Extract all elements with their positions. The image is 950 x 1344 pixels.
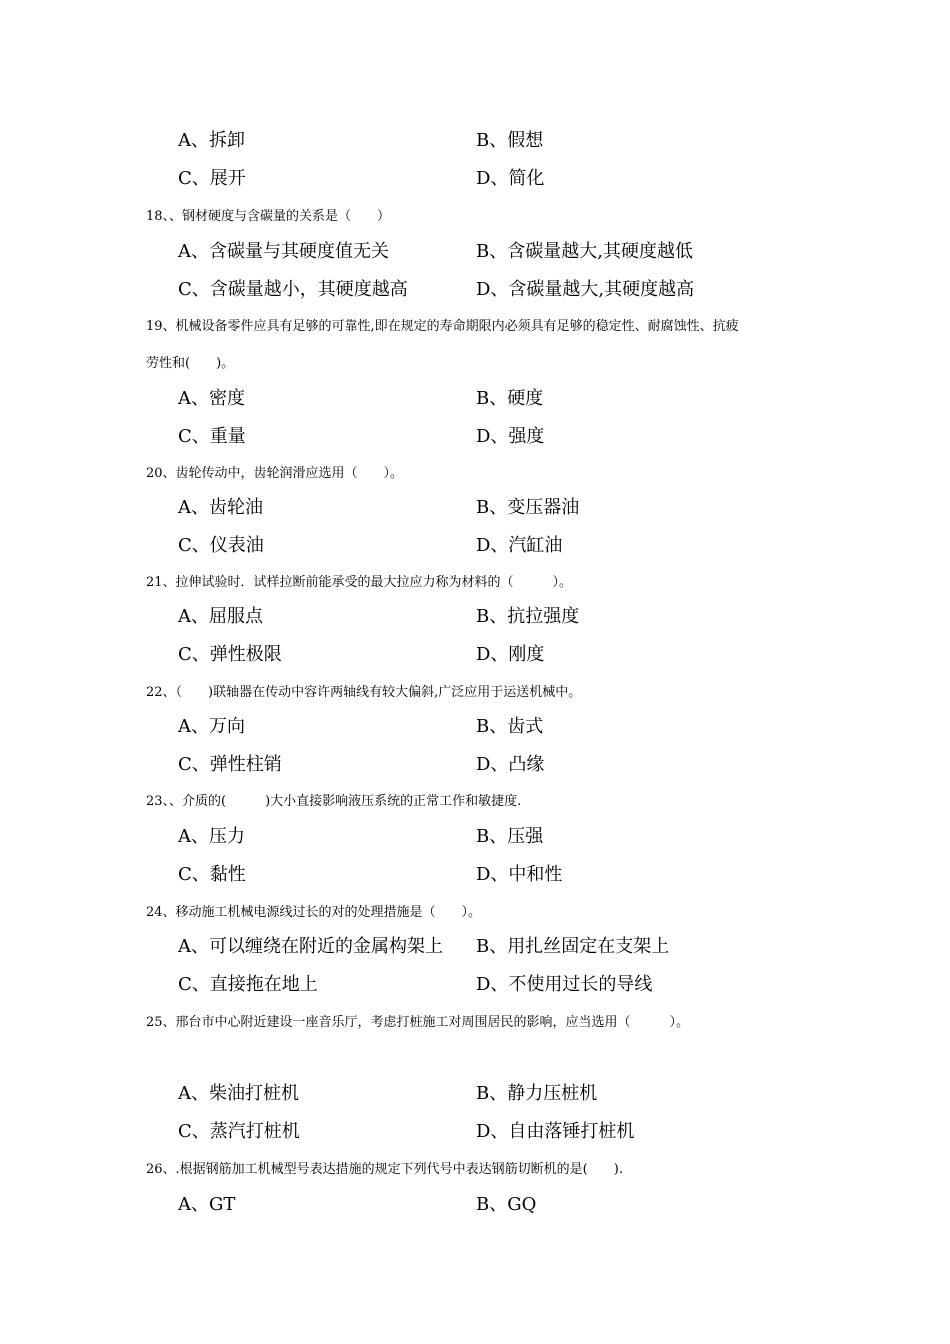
question-22: 22、（ )联轴器在传动中容许两轴线有较大偏斜,广泛应用于运送机械中。 [146, 685, 582, 700]
option-a: A、柴油打桩机 [178, 1083, 299, 1104]
option-d: D、简化 [476, 168, 545, 189]
option-d: D、自由落锤打桩机 [476, 1121, 635, 1142]
option-b: B、GQ [476, 1194, 537, 1215]
option-a: A、万向 [178, 716, 245, 737]
question-23: 23、、介质的( )大小直接影响液压系统的正常工作和敏捷度. [146, 794, 522, 809]
option-b: B、含碳量越大,其硬度越低 [476, 241, 693, 262]
question-19-continued: 劳性和( )。 [146, 356, 235, 371]
question-19: 19、机械设备零件应具有足够的可靠性,即在规定的寿命期限内必须具有足够的稳定性、耐腐蚀性、抗疲 [146, 319, 739, 334]
question-18: 18、、钢材硬度与含碳量的关系是（ ） [146, 209, 391, 224]
option-d: D、凸缘 [476, 754, 545, 775]
option-c: C、仪表油 [178, 535, 264, 556]
option-a: A、拆卸 [178, 130, 245, 151]
option-a: A、密度 [178, 388, 245, 409]
option-d: D、中和性 [476, 864, 563, 885]
option-a: A、含碳量与其硬度值无关 [178, 241, 389, 262]
option-a: A、齿轮油 [178, 497, 263, 518]
option-a: A、GT [178, 1194, 236, 1215]
option-d: D、刚度 [476, 644, 545, 665]
option-d: D、不使用过长的导线 [476, 974, 653, 995]
option-c: C、直接拖在地上 [178, 974, 318, 995]
option-b: B、硬度 [476, 388, 544, 409]
option-a: A、屈服点 [178, 606, 263, 627]
option-b: B、抗拉强度 [476, 606, 580, 627]
option-d: D、含碳量越大,其硬度越高 [476, 279, 695, 300]
question-26: 26、.根据钢筋加工机械型号表达措施的规定下列代号中表达钢筋切断机的是( ). [146, 1162, 623, 1177]
option-c: C、弹性极限 [178, 644, 282, 665]
option-a: A、压力 [178, 826, 245, 847]
option-c: C、含碳量越小，其硬度越高 [178, 279, 408, 300]
question-25: 25、邢台市中心附近建设一座音乐厅，考虑打桩施工对周围居民的影响，应当选用（ ）。 [146, 1015, 690, 1030]
option-b: B、用扎丝固定在支架上 [476, 936, 670, 957]
option-c: C、展开 [178, 168, 246, 189]
option-b: B、齿式 [476, 716, 544, 737]
option-c: C、黏性 [178, 864, 246, 885]
question-20: 20、齿轮传动中，齿轮润滑应选用（ ）。 [146, 466, 404, 481]
option-a: A、可以缠绕在附近的金属构架上 [178, 936, 443, 957]
option-b: B、变压器油 [476, 497, 580, 518]
question-21: 21、拉伸试验时．试样拉断前能承受的最大拉应力称为材料的（ ）。 [146, 575, 573, 590]
option-c: C、弹性柱销 [178, 754, 282, 775]
option-c: C、重量 [178, 426, 246, 447]
option-b: B、压强 [476, 826, 544, 847]
option-b: B、静力压桩机 [476, 1083, 598, 1104]
option-d: D、强度 [476, 426, 545, 447]
option-c: C、蒸汽打桩机 [178, 1121, 300, 1142]
option-b: B、假想 [476, 130, 544, 151]
option-d: D、汽缸油 [476, 535, 563, 556]
question-24: 24、移动施工机械电源线过长的对的处理措施是（ ）。 [146, 905, 482, 920]
